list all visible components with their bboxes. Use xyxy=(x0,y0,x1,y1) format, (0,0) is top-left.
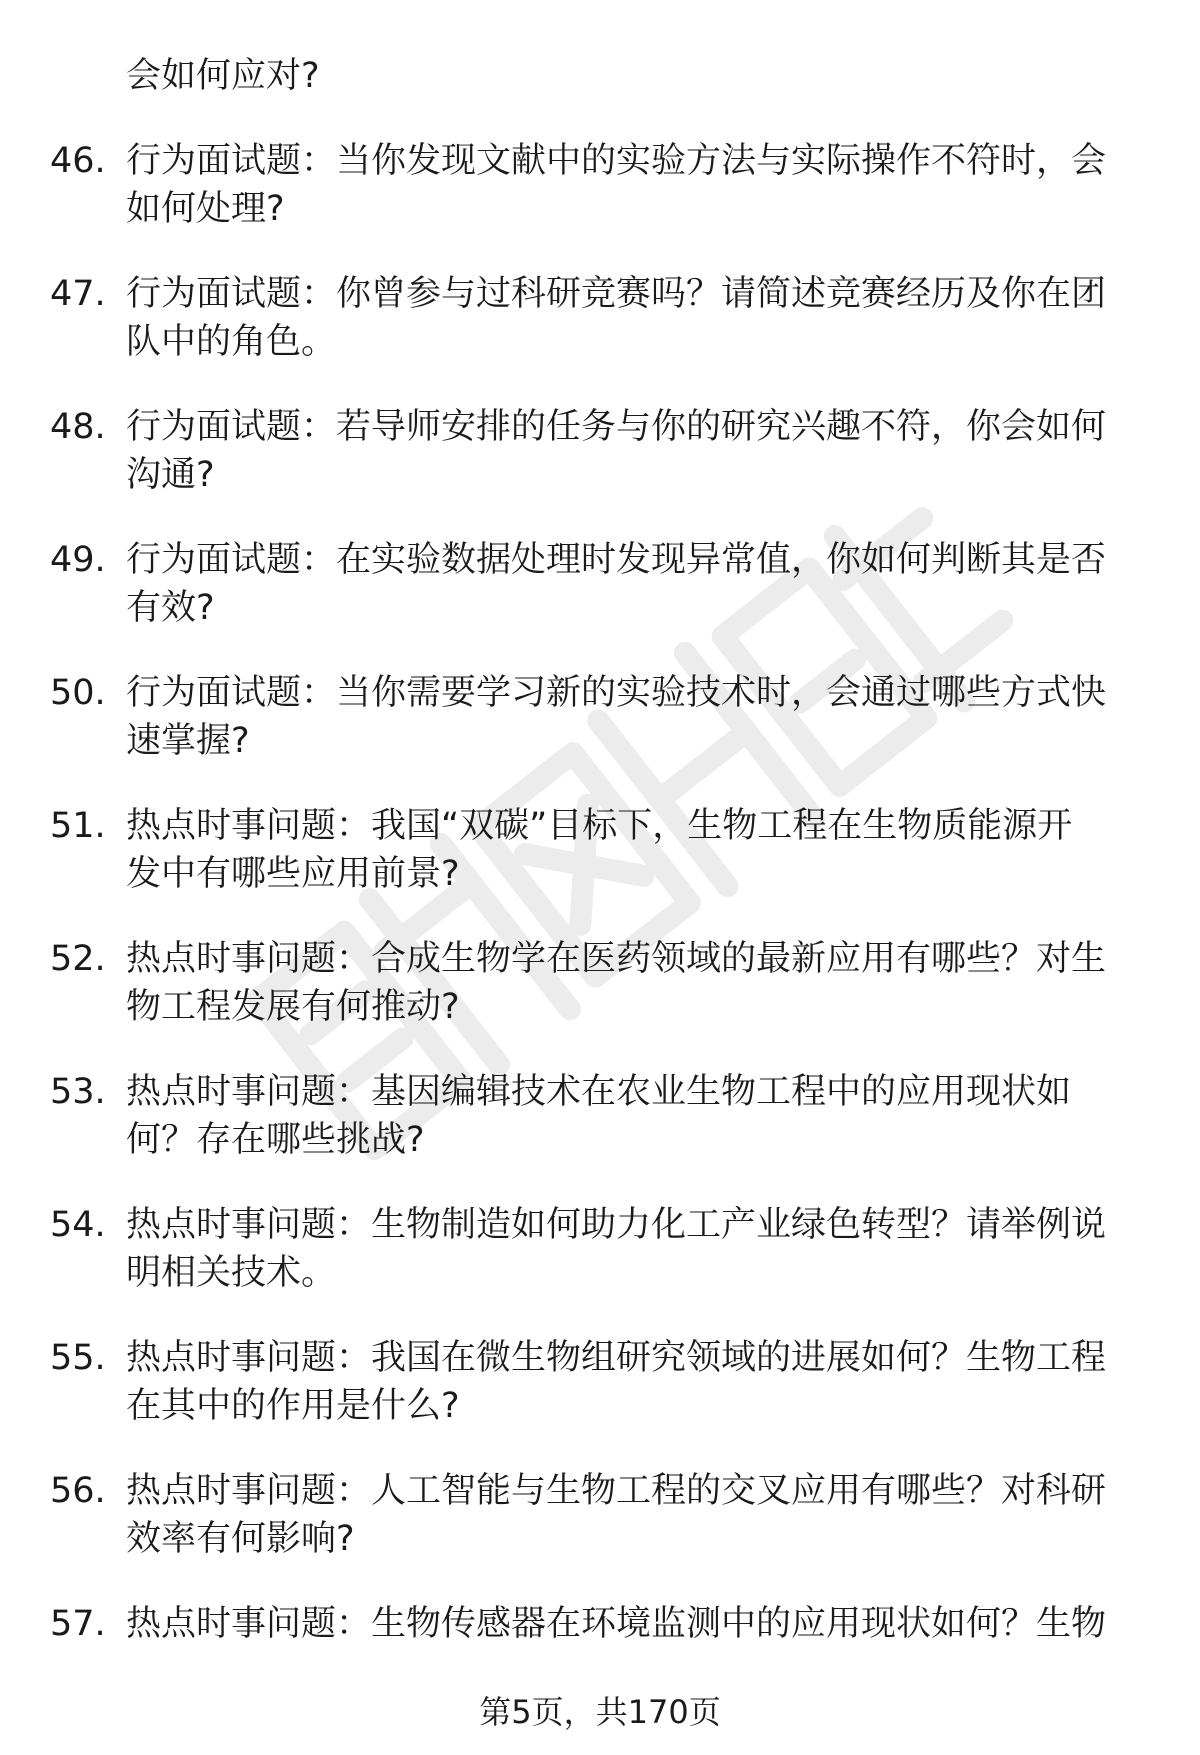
question-text-line: 行为面试题：当你需要学习新的实验技术时，会通过哪些方式快 xyxy=(126,673,1107,713)
question-text xyxy=(126,935,1146,1031)
question-text xyxy=(126,1467,1146,1563)
list-item xyxy=(50,1201,1150,1297)
question-text-line: 明相关技术。 xyxy=(126,1253,337,1293)
question-text xyxy=(126,1068,1146,1164)
question-text-line: 物工程发展有何推动? xyxy=(126,987,460,1027)
question-number: 50. xyxy=(50,673,106,713)
question-text-line: 热点时事问题：人工智能与生物工程的交叉应用有哪些？对科研 xyxy=(126,1471,1107,1511)
question-number: 57. xyxy=(50,1604,106,1644)
question-number: 47. xyxy=(50,274,106,314)
list-item xyxy=(50,403,1150,499)
question-text xyxy=(126,1201,1146,1297)
question-text-line: 热点时事问题：生物传感器在环境监测中的应用现状如何？生物 xyxy=(126,1604,1107,1644)
question-number: 48. xyxy=(50,407,106,447)
question-text-line: 热点时事问题：生物制造如何助力化工产业绿色转型？请举例说 xyxy=(126,1205,1107,1245)
question-text-line: 热点时事问题：我国“双碳”目标下，生物工程在生物质能源开 xyxy=(126,806,1073,846)
question-text-line: 行为面试题：在实验数据处理时发现异常值，你如何判断其是否 xyxy=(126,540,1107,580)
question-number: 52. xyxy=(50,939,106,979)
question-text-line: 有效? xyxy=(126,588,215,628)
list-item xyxy=(50,935,1150,1031)
question-text-line: 发中有哪些应用前景? xyxy=(126,854,460,894)
question-text-line: 热点时事问题：我国在微生物组研究领域的进展如何？生物工程 xyxy=(126,1338,1107,1378)
question-list xyxy=(50,137,1150,1648)
question-text-line: 热点时事问题：合成生物学在医药领域的最新应用有哪些？对生 xyxy=(126,939,1107,979)
question-text-line: 何？存在哪些挑战? xyxy=(126,1120,425,1160)
question-number: 53. xyxy=(50,1072,106,1112)
question-text-line: 如何处理? xyxy=(126,189,285,229)
question-number: 56. xyxy=(50,1471,106,1511)
list-item xyxy=(50,1467,1150,1563)
continuation-line: 会如何应对? xyxy=(126,56,320,96)
question-text xyxy=(126,1600,1146,1648)
question-text-line: 行为面试题：若导师安排的任务与你的研究兴趣不符，你会如何 xyxy=(126,407,1107,447)
question-text-line: 沟通? xyxy=(126,455,215,495)
question-list-container xyxy=(50,52,1150,1648)
list-item xyxy=(50,1334,1150,1430)
question-text-line: 行为面试题：你曾参与过科研竞赛吗？请简述竞赛经历及你在团 xyxy=(126,274,1107,314)
list-item xyxy=(50,1068,1150,1164)
question-number: 55. xyxy=(50,1338,106,1378)
question-text xyxy=(126,1334,1146,1430)
question-number: 54. xyxy=(50,1205,106,1245)
question-text-line: 在其中的作用是什么? xyxy=(126,1386,460,1426)
question-text-line: 队中的角色。 xyxy=(126,322,337,362)
question-text-line: 热点时事问题：基因编辑技术在农业生物工程中的应用现状如 xyxy=(126,1072,1072,1112)
question-text xyxy=(126,669,1146,765)
question-text xyxy=(126,270,1146,366)
list-item xyxy=(50,1600,1150,1648)
list-item xyxy=(50,137,1150,233)
question-number: 49. xyxy=(50,540,106,580)
list-item xyxy=(50,536,1150,632)
question-text xyxy=(126,403,1146,499)
question-text xyxy=(126,802,1146,898)
question-text-line: 行为面试题：当你发现文献中的实验方法与实际操作不符时，会 xyxy=(126,141,1107,181)
question-number: 46. xyxy=(50,141,106,181)
list-item xyxy=(50,270,1150,366)
question-text-line: 效率有何影响? xyxy=(126,1519,355,1559)
list-item xyxy=(50,669,1150,765)
question-text xyxy=(126,536,1146,632)
page-footer: 第5页，共170页 xyxy=(479,1693,721,1731)
question-number: 51. xyxy=(50,806,106,846)
question-text xyxy=(126,137,1146,233)
question-text-line: 速掌握? xyxy=(126,721,250,761)
list-item xyxy=(50,802,1150,898)
